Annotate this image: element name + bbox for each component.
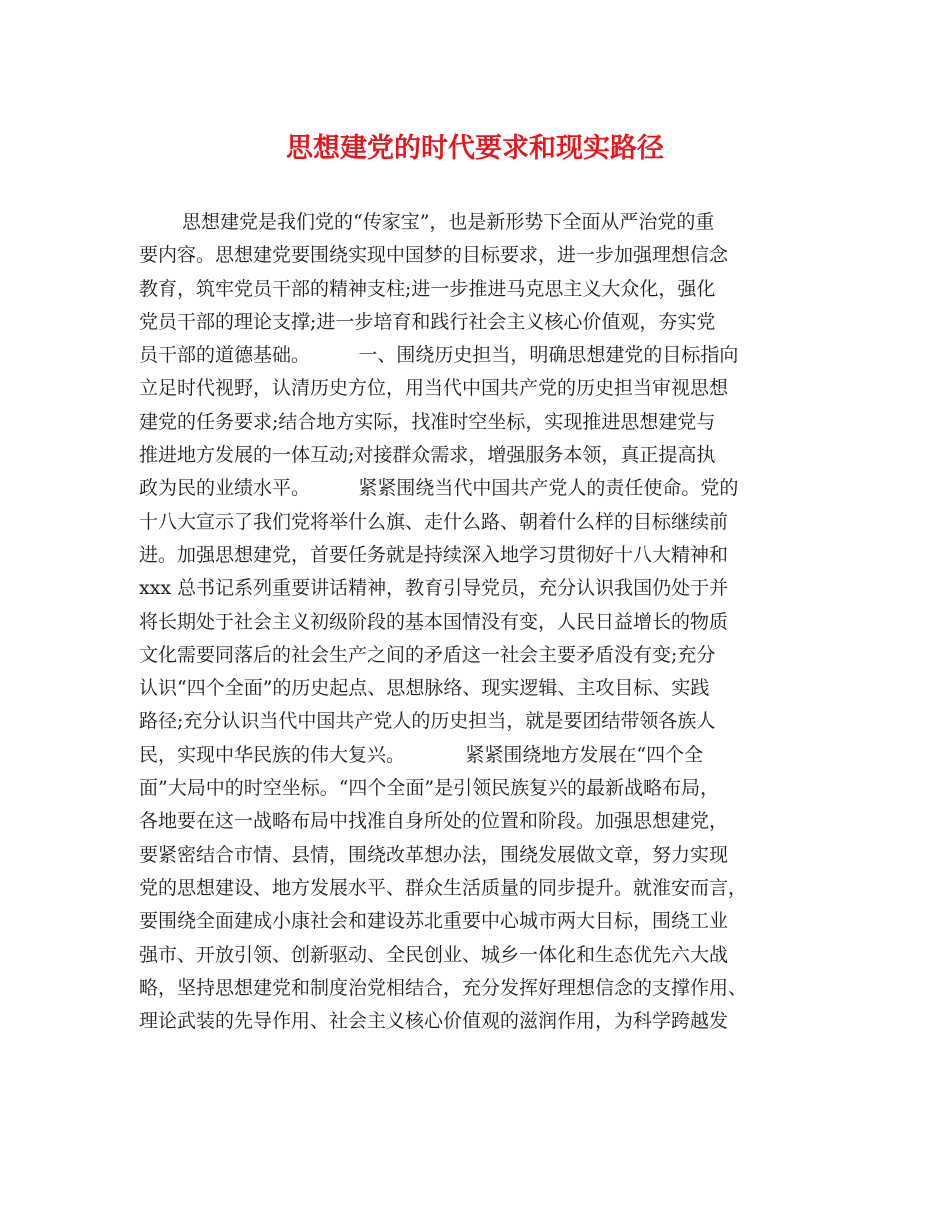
body-line: 认识“四个全面”的历史起点、思想脉络、现实逻辑、主攻目标、实践 bbox=[139, 677, 710, 700]
body-line: 思想建党是我们党的“传家宝”，也是新形势下全面从严治党的重 bbox=[182, 211, 715, 233]
body-line: 政为民的业绩水平。 紧紧围绕当代中国共产党人的责任使命。党的 bbox=[139, 477, 739, 500]
body-line: 强市、开放引领、创新驱动、全民创业、城乡一体化和生态优先六大战 bbox=[139, 943, 729, 966]
body-line: xxx 总书记系列重要讲话精神，教育引导党员，充分认识我国仍处于并 bbox=[139, 577, 729, 600]
body-line: 面”大局中的时空坐标。“四个全面”是引领民族复兴的最新战略布局， bbox=[139, 777, 720, 800]
body-line: 文化需要同落后的社会生产之间的矛盾这一社会主要矛盾没有变;充分 bbox=[139, 643, 716, 666]
body-line: 要内容。思想建党要围绕实现中国梦的目标要求，进一步加强理想信念 bbox=[139, 244, 729, 267]
body-line: 推进地方发展的一体互动;对接群众需求，增强服务本领，真正提高执 bbox=[139, 444, 716, 467]
body-line: 路径;充分认识当代中国共产党人的历史担当，就是要团结带领各族人 bbox=[139, 710, 716, 733]
body-line: 教育，筑牢党员干部的精神支柱;进一步推进马克思主义大众化，强化 bbox=[139, 277, 716, 300]
document-body bbox=[139, 206, 819, 1038]
body-line: 员干部的道德基础。 一、围绕历史担当，明确思想建党的目标指向 bbox=[139, 344, 739, 367]
document-title: 思想建党的时代要求和现实路径 bbox=[286, 133, 664, 164]
body-line: 党员干部的理论支撑;进一步培育和践行社会主义核心价值观，夯实党 bbox=[139, 310, 716, 333]
body-line: 略，坚持思想建党和制度治党相结合，充分发挥好理想信念的支撑作用、 bbox=[139, 976, 748, 999]
body-line: 十八大宣示了我们党将举什么旗、走什么路、朝着什么样的目标继续前 bbox=[139, 510, 729, 533]
body-line: 理论武装的先导作用、社会主义核心价值观的滋润作用，为科学跨越发 bbox=[139, 1010, 729, 1033]
body-line: 立足时代视野，认清历史方位，用当代中国共产党的历史担当审视思想 bbox=[139, 377, 729, 400]
body-line: 各地要在这一战略布局中找准自身所处的位置和阶段。加强思想建党， bbox=[139, 810, 729, 833]
body-line: 要紧密结合市情、县情，围绕改革想办法，围绕发展做文章，努力实现 bbox=[139, 843, 729, 866]
body-line: 进。加强思想建党，首要任务就是持续深入地学习贯彻好十八大精神和 bbox=[139, 543, 729, 566]
body-line: 要围绕全面建成小康社会和建设苏北重要中心城市两大目标，围绕工业 bbox=[139, 910, 729, 933]
body-line: 民，实现中华民族的伟大复兴。 紧紧围绕地方发展在“四个全 bbox=[139, 743, 704, 766]
body-line: 建党的任务要求;结合地方实际，找准时空坐标，实现推进思想建党与 bbox=[139, 410, 716, 433]
body-line: 将长期处于社会主义初级阶段的基本国情没有变，人民日益增长的物质 bbox=[139, 610, 729, 633]
body-line: 党的思想建设、地方发展水平、群众生活质量的同步提升。就淮安而言， bbox=[139, 876, 748, 899]
